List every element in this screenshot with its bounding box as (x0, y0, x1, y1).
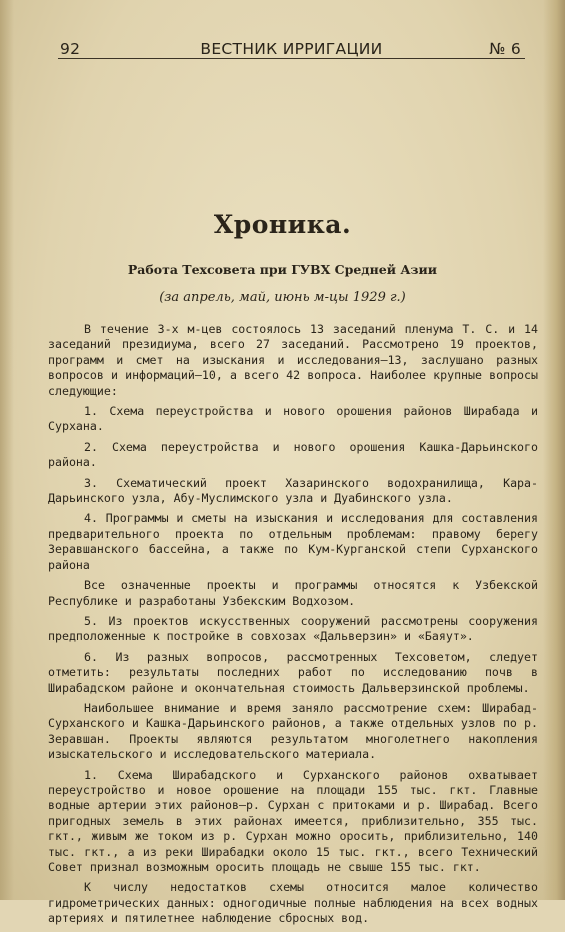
paragraph: 5. Из проектов искусственных сооружений рассмотрены сооружения предположенные к постройке в совхозах «Дальверзин» и «Баяут». (48, 613, 538, 644)
paragraph: 4. Программы и сметы на изыскания и исследования для составления предварительного проекта по отдельным проблемам: правому берегу Зеравшанского бассейна, а также по Кум-Курганской степи Сурханского района (48, 511, 538, 572)
running-header (58, 36, 525, 59)
section-title: Хроника. (213, 210, 352, 239)
paragraph: 1. Схема переустройства и нового орошения районов Ширабада и Сурхана. (48, 404, 538, 434)
paragraph: 1. Схема Ширабадского и Сурханского районов охватывает переустройство и новое орошение на площади 155 тыс. гкт. Главные водные артерии этих районов—р. Сурхан с притоками и р. Ширабад. Всего пригодных земель в этих районах имеется, приблизительно, 355 тыс. гкт., живым же током из р. Сурхан можно оросить, приблизительно, 140 тыс. гкт., а из реки Ширабадки около 15 тыс. гкт., всего Технический Совет признал возможным оросить площадь не свыше 155 тыс. гкт. (48, 767, 538, 874)
paragraph: 3. Схематический проект Хазаринского водохранилища, Кара-Дарьинского узла, Абу-Муслимского узла и Дуабинского узла. (48, 475, 538, 506)
paragraph: К числу недостатков схемы относится малое количество гидрометрических данных: одногодичные полные наблюдения на всех водных артериях и пятилетнее наблюдение сбросных вод. (48, 880, 538, 926)
paragraph: Наибольшее внимание и время заняло рассмотрение схем: Ширабад-Сурханского и Кашка-Дарьинского районов, а также отдельных узлов по р. Зеравшан. Проекты являются результатом многолетнего накопления изыскательского и исследовательского материала. (48, 700, 538, 762)
paragraph: Все означенные проекты и программы относятся к Узбекской Республике и разработаны Узбекским Водхозом. (48, 578, 538, 608)
article-body (48, 322, 538, 932)
paragraph: В течение 3-х м-цев состоялось 13 заседаний пленума Т. С. и 14 заседаний президиума, всего 27 заседаний. Рассмотрено 19 проектов, программ и смет на изыскания и исследования—13, заслушано разных вопросов и информаций—10, а всего 42 вопроса. Наиболее крупные вопросы следующие: (48, 322, 538, 398)
journal-title: ВЕСТНИК ИРРИГАЦИИ (200, 40, 383, 58)
issue-number: № 6 (489, 40, 521, 58)
article-subtitle: Работа Техсовета при ГУВХ Средней Азии (127, 262, 438, 277)
article-period: (за апрель, май, июнь м-цы 1929 г.) (159, 290, 406, 305)
paragraph: 6. Из разных вопросов, рассмотренных Техсоветом, следует отметить: результаты последних работ по исследованию почв в Ширабадском районе и окончательная стоимость Дальверзинской проблемы. (48, 649, 538, 695)
paragraph: 2. Схема переустройства и нового орошения Кашка-Дарьинского района. (48, 439, 538, 470)
page-number: 92 (60, 40, 81, 58)
